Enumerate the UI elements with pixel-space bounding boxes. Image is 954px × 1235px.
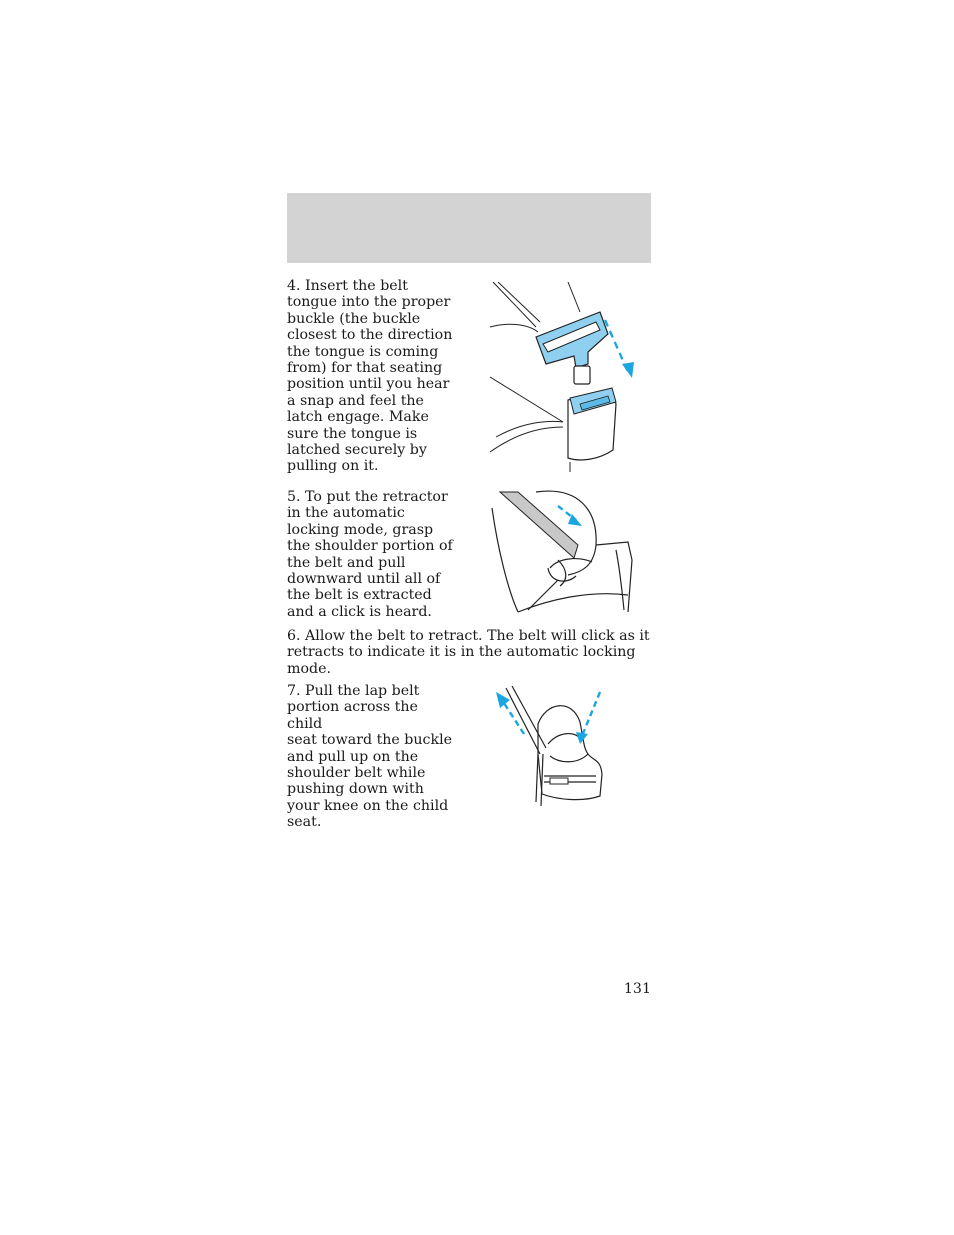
step-6-text: 6. Allow the belt to retract. The belt will click as it retracts to indicate it is in the automatic locking mode.	[287, 628, 650, 677]
step-5-text: 5. To put the retractor in the automatic locking mode, grasp the shoulder portion of the belt and pull downward until all of the belt is extracted and a click is heard.	[287, 489, 453, 620]
step-4-text: 4. Insert the belt tongue into the proper buckle (the buckle closest to the direction the tongue is coming from) for that seating position until you hear a snap and feel the latch engage. Make sure the tongue is latched securely by pulling on it.	[287, 278, 453, 475]
child-seat-belt-icon	[488, 684, 613, 809]
shoulder-belt-pull-icon	[488, 490, 638, 615]
step-7-text: 7. Pull the lap belt portion across the child seat toward the buckle and pull up on the shoulder belt while pushing down with your knee on the child seat.	[287, 683, 453, 831]
belt-tongue-buckle-icon	[488, 282, 638, 472]
page-number: 131	[623, 981, 651, 997]
section-header-bar	[287, 193, 651, 263]
